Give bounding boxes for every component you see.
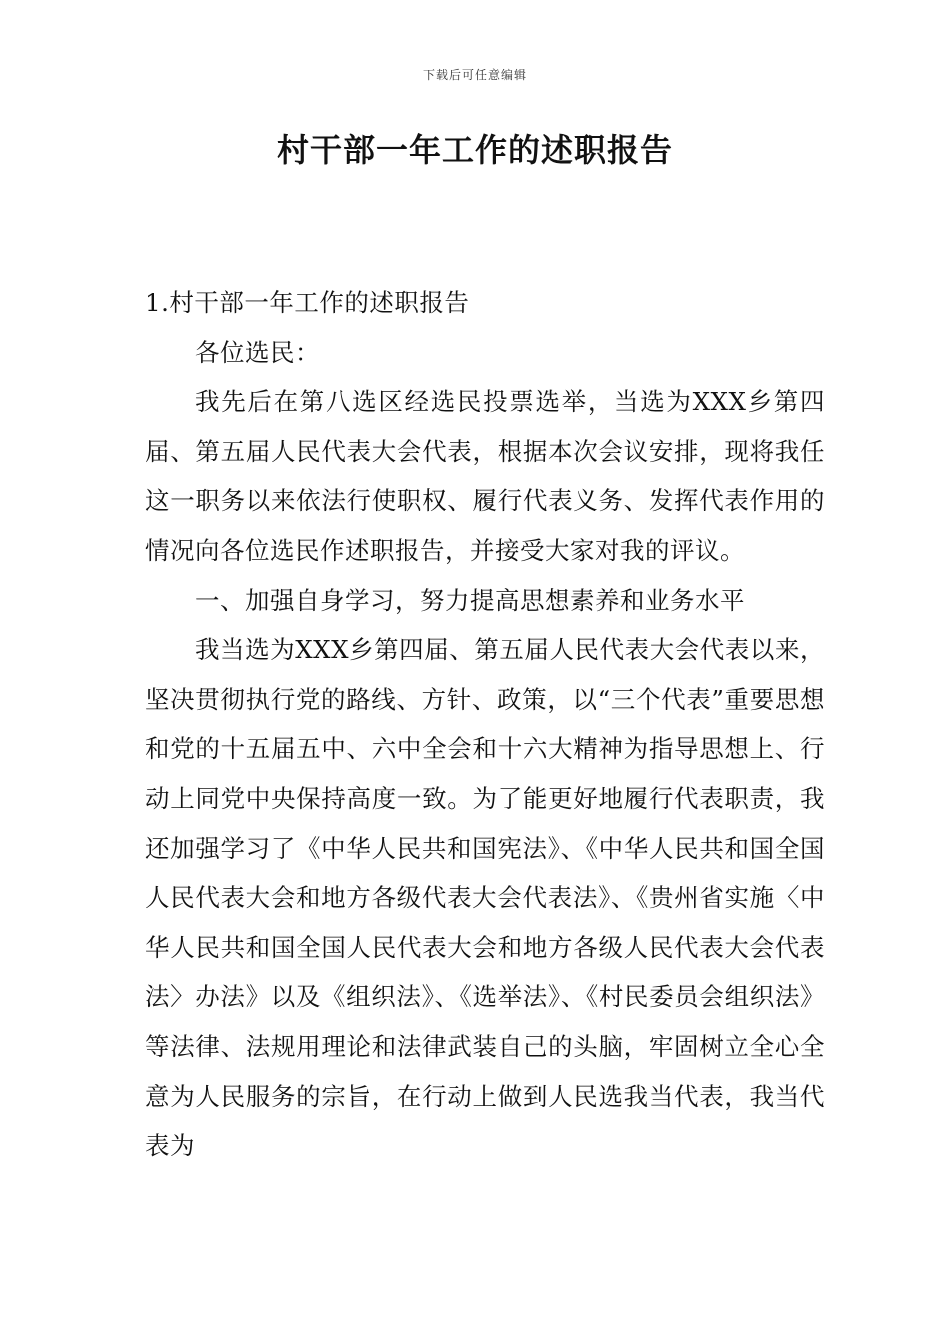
salutation: 各位选民： bbox=[195, 337, 320, 367]
document-title: 村干部一年工作的述职报告 bbox=[276, 131, 673, 169]
section-heading: 1.村干部一年工作的述职报告 bbox=[145, 288, 470, 317]
heading-one: 一、加强自身学习，努力提高思想素养和业务水平 bbox=[195, 585, 745, 615]
document-body bbox=[145, 278, 825, 1171]
paragraph-body-one: 我当选为XXX乡第四届、第五届人民代表大会代表以来，坚决贯彻执行党的路线、方针、政策，以“三个代表”重要思想和党的十五届五中、六中全会和十六大精神为指导思想上、行动上同党中央保持高度一致。为了能更好地履行代表职责，我还加强学习了《中华人民共和国宪法》、《中华人民共和国全国人民代表大会和地方各级代表大会代表法》、《贵州省实施〈中华人民共和国全国人民代表大会和地方各级人民代表大会代表法〉办法》以及《组织法》、《选举法》、《村民委员会组织法》等法律、法规用理论和法律武装自己的头脑，牢固树立全心全意为人民服务的宗旨，在行动上做到人民选我当代表，我当代表为 bbox=[145, 635, 825, 1161]
header-note: 下载后可任意编辑 bbox=[422, 68, 527, 82]
paragraph-intro: 我先后在第八选区经选民投票选举，当选为XXX乡第四届、第五届人民代表大会代表，根据本次会议安排，现将我任这一职务以来依法行使职权、履行代表义务、发挥代表作用的情况向各位选民作述职报告，并接受大家对我的评议。 bbox=[145, 387, 825, 565]
